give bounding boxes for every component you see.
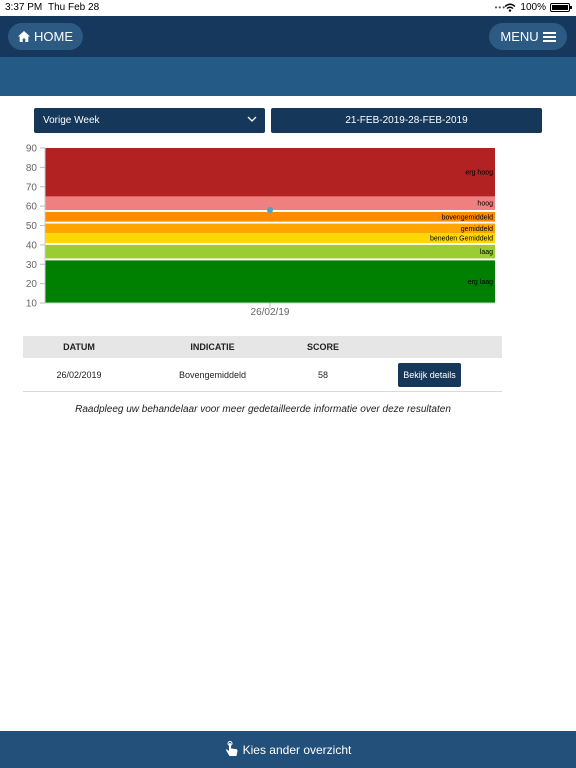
band-label: beneden Gemiddeld xyxy=(429,235,493,243)
band-laag xyxy=(45,245,495,259)
y-tick-label: 60 xyxy=(25,201,37,213)
y-tick-label: 10 xyxy=(25,298,37,310)
home-button[interactable] xyxy=(8,23,83,50)
band-bovengemiddeld xyxy=(45,212,495,222)
header-score: SCORE xyxy=(306,342,339,352)
band-label: bovengemiddeld xyxy=(441,214,493,222)
data-point[interactable] xyxy=(267,207,273,213)
multitasking-dots: ••• xyxy=(494,3,506,12)
band-label: laag xyxy=(479,249,493,257)
header-datum: DATUM xyxy=(63,342,95,352)
y-tick-label: 70 xyxy=(25,182,37,194)
y-tick-label: 80 xyxy=(25,162,37,174)
top-nav xyxy=(0,16,576,57)
band-gemiddeld xyxy=(45,224,495,234)
y-tick-label: 20 xyxy=(25,279,37,291)
home-icon xyxy=(18,31,30,42)
status-time: 3:37 PM xyxy=(5,2,43,13)
x-tick-label: 26/02/19 xyxy=(250,307,290,318)
menu-button[interactable] xyxy=(489,23,567,50)
band-beneden-gemiddeld xyxy=(45,233,495,243)
view-details-button[interactable]: Bekijk details xyxy=(398,363,461,387)
header-subbar xyxy=(0,57,576,96)
battery-icon xyxy=(550,3,570,12)
chart-points xyxy=(267,207,273,213)
y-tick-label: 50 xyxy=(25,221,37,232)
chart-y-axis xyxy=(26,144,45,310)
score-chart xyxy=(0,140,520,320)
chevron-down-icon xyxy=(247,114,257,124)
status-date: Thu Feb 28 xyxy=(48,2,100,13)
choose-overview-label: Kies ander overzicht xyxy=(242,742,352,757)
menu-label: MENU xyxy=(500,29,539,44)
cell-datum: 26/02/2019 xyxy=(56,369,102,380)
band-label: erg hoog xyxy=(465,169,493,177)
status-bar xyxy=(0,0,576,16)
band-label: hoog xyxy=(477,200,493,208)
band-label: erg laag xyxy=(467,279,493,287)
y-tick-label: 90 xyxy=(25,143,37,155)
y-tick-label: 30 xyxy=(25,259,37,271)
hand-pointer-icon xyxy=(225,741,239,758)
band-erg-laag xyxy=(45,260,495,303)
results-table-header xyxy=(23,336,502,358)
home-label: HOME xyxy=(34,29,73,44)
header-indicatie: INDICATIE xyxy=(190,342,235,352)
period-select[interactable] xyxy=(34,108,265,133)
advice-note: Raadpleeg uw behandelaar voor meer gedetailleerde informatie over deze resultaten xyxy=(75,404,451,415)
hamburger-icon xyxy=(543,32,556,42)
chart-bands xyxy=(45,148,495,303)
chart-x-axis xyxy=(45,303,495,318)
choose-overview-button[interactable] xyxy=(0,731,576,768)
date-range-button[interactable] xyxy=(271,108,542,133)
status-right xyxy=(504,2,570,13)
band-label: gemiddeld xyxy=(460,225,493,233)
table-row xyxy=(23,358,502,392)
cell-indicatie: Bovengemiddeld xyxy=(178,369,247,380)
band-erg-hoog xyxy=(45,148,495,196)
period-select-value: Vorige Week xyxy=(43,115,100,126)
battery-percentage: 100% xyxy=(520,2,546,13)
cell-score: 58 xyxy=(317,369,328,380)
date-range-label: 21-FEB-2019-28-FEB-2019 xyxy=(345,115,468,126)
y-tick-label: 40 xyxy=(25,240,37,252)
wifi-icon xyxy=(504,3,516,12)
